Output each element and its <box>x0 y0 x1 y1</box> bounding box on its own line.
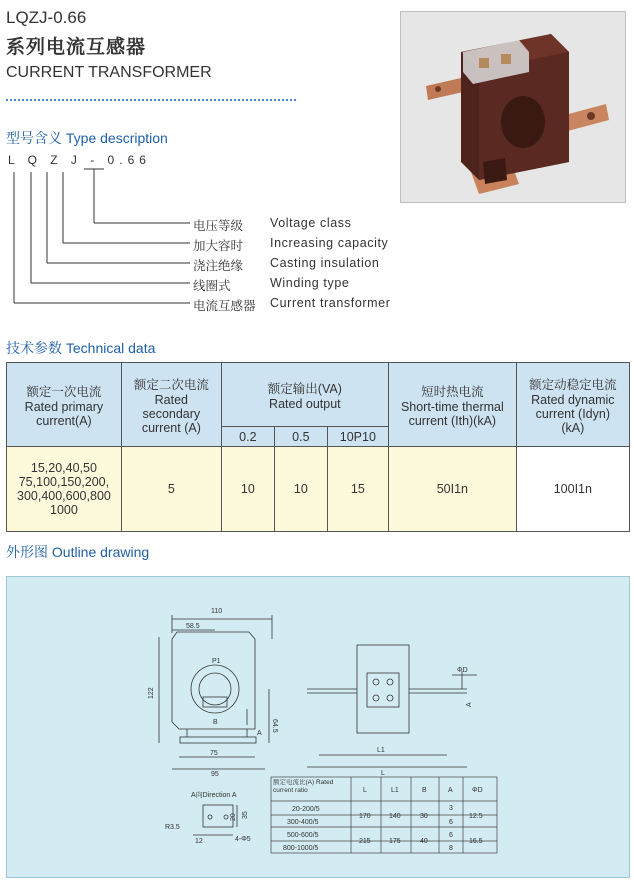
dim-58-5: 58.5 <box>186 623 200 630</box>
label-a-front: A <box>257 730 262 737</box>
label-r3-5: R3.5 <box>165 824 180 831</box>
dim-table-l: 215 <box>359 838 371 845</box>
label-35: 35 <box>242 811 249 819</box>
dotted-divider <box>6 99 296 101</box>
header-en: Rated dynamic current (Idyn)(kA) <box>531 392 615 435</box>
type-item-en: Voltage class <box>270 216 352 230</box>
dim-table-header-ratio: 额定电流比(A) Rated current ratio <box>273 779 334 794</box>
cell-thermal-current: 50I1n <box>388 447 516 532</box>
technical-data-table <box>6 362 630 532</box>
transformer-image <box>401 12 625 202</box>
dim-table-a: 6 <box>449 819 453 826</box>
product-photo <box>400 11 626 203</box>
dim-64-5: 64.5 <box>271 719 278 733</box>
cell-output-0-2: 10 <box>221 447 274 532</box>
series-title-en: CURRENT TRANSFORMER <box>6 64 212 81</box>
label-4-phi-5: 4-Φ5 <box>235 836 251 843</box>
dim-122: 122 <box>148 687 155 699</box>
cell-secondary-value: 5 <box>121 447 221 532</box>
outline-drawing-panel <box>6 576 630 878</box>
label-p1: P1 <box>212 658 221 665</box>
direction-a-title: A向Direction A <box>191 792 237 799</box>
label-phi-d: ΦD <box>457 667 468 674</box>
header-en: Rated primary current(A) <box>24 399 104 428</box>
header-class-10p10: 10P10 <box>327 427 388 447</box>
outline-drawing-heading: 外形图 Outline drawing <box>6 544 150 560</box>
header-cn: 额定二次电流 <box>133 377 209 392</box>
type-description-heading: 型号含义 Type description <box>6 130 168 146</box>
label-20: 20 <box>230 813 237 821</box>
label-l1: L1 <box>377 747 385 754</box>
technical-data-heading: 技术参数 Technical data <box>6 340 156 356</box>
type-item-cn: 电流互感器 <box>193 299 256 313</box>
type-item-en: Current transformer <box>270 296 391 310</box>
dim-table-l1: 140 <box>389 813 401 820</box>
dim-95: 95 <box>211 771 219 778</box>
dim-table-l: 170 <box>359 813 371 820</box>
cell-primary-values: 15,20,40,50 75,100,150,200, 300,400,600,800 1000 <box>7 447 122 532</box>
label-l: L <box>381 770 385 777</box>
label-a-side: A <box>466 702 473 707</box>
dim-table-a: 6 <box>449 832 453 839</box>
dim-table-ratio: 300-400/5 <box>287 819 319 826</box>
dim-table-header-a: A <box>448 787 453 794</box>
header-en: Rated secondary current (A) <box>141 392 201 435</box>
type-item-cn: 线圈式 <box>193 279 231 293</box>
outline-drawing <box>7 577 629 877</box>
dim-table-phid: 12.5 <box>469 813 483 820</box>
header-cn: 额定动稳定电流 <box>529 377 617 392</box>
dim-table-header-b: B <box>422 787 427 794</box>
type-item-en: Winding type <box>270 276 350 290</box>
type-item-en: Casting insulation <box>270 256 380 270</box>
label-12: 12 <box>195 838 203 845</box>
cell-output-10p10: 15 <box>327 447 388 532</box>
dim-table-l1: 175 <box>389 838 401 845</box>
dim-75: 75 <box>210 750 218 757</box>
header-class-0-2: 0.2 <box>221 427 274 447</box>
header-dynamic-current <box>516 363 629 447</box>
header-rated-output <box>221 363 388 427</box>
dim-table-header-l1: L1 <box>391 787 399 794</box>
header-secondary-current <box>121 363 221 447</box>
dim-table-b: 30 <box>420 813 428 820</box>
series-title-cn: 系列电流互感器 <box>6 37 147 58</box>
header-thermal-current <box>388 363 516 447</box>
model-title: LQZJ-0.66 <box>6 8 87 27</box>
type-item-cn: 电压等级 <box>193 219 244 233</box>
header-cn: 短时热电流 <box>421 384 484 399</box>
dim-table-a: 3 <box>449 805 453 812</box>
dim-table-ratio: 20-200/5 <box>292 806 320 813</box>
cell-output-0-5: 10 <box>274 447 327 532</box>
cell-dynamic-current: 100I1n <box>516 447 629 532</box>
dim-table-ratio: 800-1000/5 <box>283 845 319 852</box>
dim-110: 110 <box>211 608 223 615</box>
type-item-en: Increasing capacity <box>270 236 389 250</box>
model-code: L Q Z J - 0.66 <box>8 153 151 167</box>
type-item-cn: 浇注绝缘 <box>193 259 244 273</box>
header-cn: 额定一次电流 <box>26 384 102 399</box>
header-en: Short-time thermal current (Ith)(kA) <box>400 399 504 428</box>
header-en: Rated output <box>269 396 341 411</box>
header-primary-current <box>7 363 122 447</box>
dim-table-ratio: 500-600/5 <box>287 832 319 839</box>
dim-table-b: 40 <box>420 838 428 845</box>
label-b: B <box>213 719 218 726</box>
type-code-leader-lines <box>0 160 200 310</box>
dim-table-a: 8 <box>449 845 453 852</box>
dim-table-phid: 16.5 <box>469 838 483 845</box>
type-item-cn: 加大容时 <box>193 239 244 253</box>
dim-table-header-l: L <box>363 787 367 794</box>
header-class-0-5: 0.5 <box>274 427 327 447</box>
dim-table-header-phid: ΦD <box>472 787 483 794</box>
header-cn: 额定输出(VA) <box>267 381 342 396</box>
